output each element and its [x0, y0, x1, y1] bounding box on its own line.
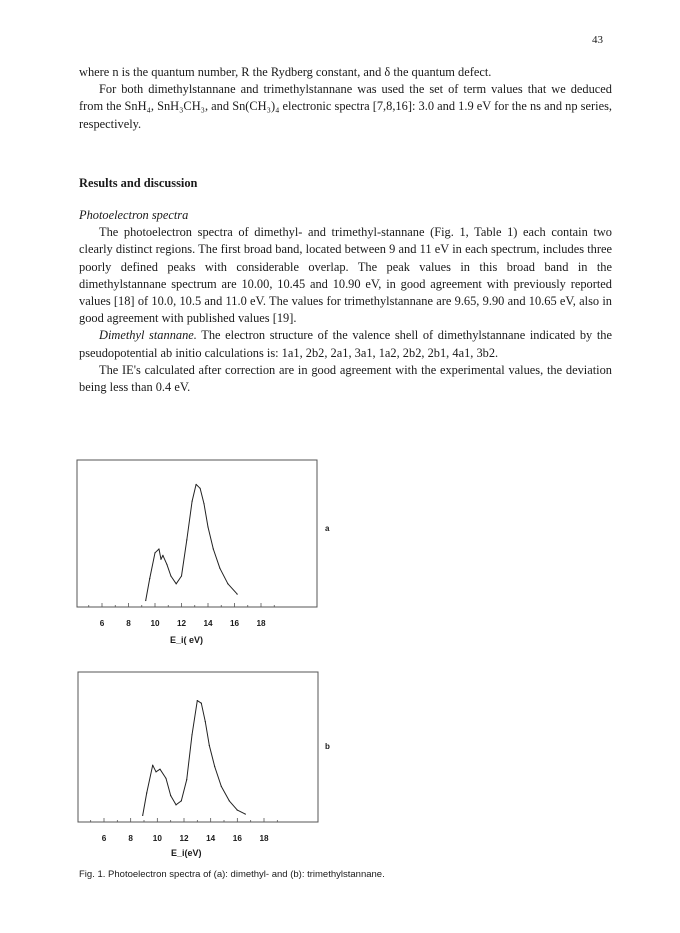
spectrum-point [145, 600, 146, 601]
spectrum-point [162, 555, 163, 556]
subsection-heading: Photoelectron spectra [79, 208, 189, 222]
page-number: 43 [592, 34, 603, 46]
spectrum-point [142, 815, 143, 816]
spectrum-point [176, 583, 177, 584]
spectrum-point [166, 564, 167, 565]
spectrum-point [170, 795, 171, 796]
spectrum-point [186, 779, 187, 780]
spectrum-point [197, 700, 198, 701]
spectrum-point [209, 745, 210, 746]
panel-a-axis-title: E_i( eV) [170, 635, 204, 645]
paragraph-4-lead: Dimethyl stannane. [99, 328, 197, 343]
figure-caption: Fig. 1. Photoelectron spectra of (a): dimethyl- and (b): trimethylstannane. [79, 869, 385, 880]
panel-b-frame [78, 672, 318, 822]
tick-label: 10 [152, 834, 162, 843]
spectrum-point [155, 771, 156, 772]
tick-label: 18 [256, 619, 266, 628]
spectrum-point [181, 800, 182, 801]
panel-b [78, 672, 318, 843]
spectrum-point [237, 594, 238, 595]
spectrum-point [152, 765, 153, 766]
spectrum-point [221, 786, 222, 787]
tick-label: 6 [99, 619, 105, 628]
spectrum-point [170, 575, 171, 576]
spectrum-point [205, 721, 206, 722]
spectrum-point [203, 503, 204, 504]
paragraph-3: The photoelectron spectra of dimethyl- and trimethyl-stannane (Fig. 1, Table 1) each contain two clearly distinct regions. The first broad band, located between 9 and 11 eV in each spectrum, includes three poorly defined peaks with considerable overlap. The peak values in this broad band in the dimethylstannane spectrum are 10.00, 10.45 and 10.90 eV, in good agreement with previously reported values [18] of 10.0, 10.5 and 11.0 eV. The values for trimethylstannane are 9.65, 9.90 and 10.65 eV, also in good agreement with published values [19]. [79, 225, 612, 326]
spectrum-point [227, 583, 228, 584]
tick-label: 8 [126, 619, 131, 628]
spectrum-point [201, 703, 202, 704]
spectrum-point [199, 488, 200, 489]
spectrum-point [160, 559, 161, 560]
panel-b-label: b [325, 742, 330, 751]
tick-label: 16 [232, 834, 242, 843]
spectrum-series-line [146, 484, 238, 600]
spectrum-point [181, 575, 182, 576]
tick-label: 14 [206, 834, 216, 843]
tick-label: 8 [128, 834, 133, 843]
spectrum-series-line [143, 701, 246, 816]
spectrum-point [213, 548, 214, 549]
spectrum-point [165, 778, 166, 779]
spectrum-point [245, 813, 246, 814]
paragraph-2: For both dimethylstannane and trimethylstannane was used the set of term values that we deduced from the SnH₄, SnH₃CH₃, and Sn(CH₃)₄ electronic spectra [7,8,16]: 3.0 and 1.9 eV for the ns and np series, respectively. [79, 82, 612, 131]
panel-a-label: a [325, 524, 330, 533]
spectrum-point [195, 484, 196, 485]
spectrum-point [154, 552, 155, 553]
tick-label: 12 [179, 834, 189, 843]
spectrum-point [175, 804, 176, 805]
spectrum-point [207, 526, 208, 527]
section-heading: Results and discussion [79, 176, 198, 190]
spectrum-point [237, 810, 238, 811]
panel-b-axis-title: E_i(eV) [171, 848, 202, 858]
panel-a-frame [77, 460, 317, 607]
paragraph-4-text: The electron structure of the valence shell of dimethylstannane indicated by the pseudopotential ab initio calculations is: 1a1, 2b2, 2a1, 3a1, 1a2, 2b2, 2b1, 4a1, 3b2. [79, 328, 613, 360]
spectrum-point [191, 734, 192, 735]
spectrum-point [219, 568, 220, 569]
spectrum-point [229, 800, 230, 801]
tick-label: 16 [229, 619, 240, 628]
tick-label: 14 [203, 619, 213, 628]
tick-label: 12 [176, 619, 187, 628]
spectrum-point [214, 766, 215, 767]
spectrum-point [146, 792, 147, 793]
spectrum-point [186, 539, 187, 540]
tick-label: 6 [101, 834, 107, 843]
paragraph-1: where n is the quantum number, R the Rydberg constant, and δ the quantum defect. [79, 65, 492, 79]
tick-label: 10 [150, 619, 160, 628]
paragraph-5: The IE's calculated after correction are in good agreement with the experimental values, the deviation being less than 0.4 eV. [79, 362, 612, 395]
panel-a [77, 460, 317, 628]
spectrum-point [149, 578, 150, 579]
spectrum-point [192, 501, 193, 502]
spectrum-point [158, 548, 159, 549]
spectrum-point [159, 769, 160, 770]
tick-label: 18 [259, 834, 269, 843]
